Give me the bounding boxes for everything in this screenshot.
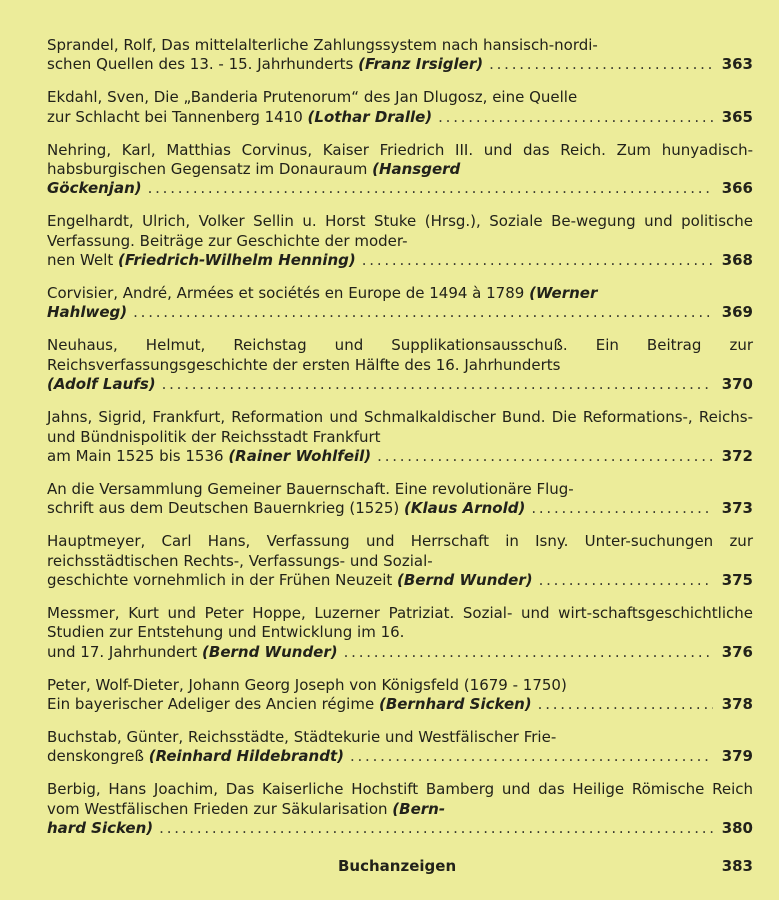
entry-text: Berbig, Hans Joachim, Das Kaiserliche Hochstift Bamberg und das Heilige Römische Reich vom Westfälischen Frieden zur Säkularisation (Bern- [47,780,753,818]
page-number: 379 [721,747,753,766]
entry-last-text [47,695,532,714]
entry-last-plain: geschichte vornehmlich in der Frühen Neuzeit [47,570,398,589]
entry-last-line [47,571,753,590]
entry-text: Sprandel, Rolf, Das mittelalterliche Zahlungssystem nach hansisch-nordi- [47,36,598,54]
toc-entry [47,36,753,75]
entry-text: Buchstab, Günter, Reichsstädte, Städtekurie und Westfälischer Frie- [47,727,557,746]
reviewer-name: (Rainer Wohlfeil) [228,446,372,465]
entry-last-line [47,819,753,838]
dot-leader [531,499,713,518]
entry-text: Hauptmeyer, Carl Hans, Verfassung und Herrschaft in Isny. Unter-suchungen zur reichsstädtischen Rechts-, Verfassungs- und Sozial- [47,532,753,570]
reviewer-name: (Bernd Wunder) [397,570,533,589]
toc-entry [47,88,753,127]
review-list [47,36,753,852]
reviewer-name: (Klaus Arnold) [404,499,526,518]
page-number: 368 [721,251,753,270]
reviewer-name: (Franz Irsigler) [358,55,484,74]
toc-entry [47,604,753,662]
entry-last-plain: nen Welt [47,251,119,270]
entry-last-plain: und 17. Jahrhundert [47,642,203,661]
entry-text: Messmer, Kurt und Peter Hoppe, Luzerner Patriziat. Sozial- und wirt-schaftsgeschichtliche Studien zur Entstehung und Entwicklung im 16. [47,603,753,642]
entry-last-plain: schen Quellen des 13. - 15. Jahrhunderts [47,55,359,74]
entry-last-line [47,499,753,518]
page-number: 372 [721,446,753,465]
entry-last-line [47,447,753,466]
entry-last-text [47,747,344,766]
dot-leader [148,179,713,198]
entry-text: Neuhaus, Helmut, Reichstag und Supplikationsausschuß. Ein Beitrag zur Reichsverfassungsgeschichte der ersten Hälfte des 16. Jahrhunderts [47,336,753,374]
toc-entry [47,480,753,519]
dot-leader [538,695,713,714]
page-number: 369 [721,303,753,322]
entry-last-text [47,447,371,466]
entry-last-line [47,251,753,270]
entry-text: Corvisier, André, Armées et sociétés en Europe de 1494 à 1789 (Werner [47,284,598,303]
entry-last-text [47,375,156,394]
footer-title: Buchanzeigen [338,857,457,875]
dot-leader [133,303,713,322]
entry-last-line [47,303,753,322]
reviewer-name: (Bernd Wunder) [202,642,338,661]
entry-text: Nehring, Karl, Matthias Corvinus, Kaiser Friedrich III. und das Reich. Zum hunyadisch-habsburgischen Gegensatz im Donauraum (Hansgerd [47,140,753,179]
entry-last-plain: zur Schlacht bei Tannenberg 1410 [47,107,308,126]
footer-page-number: 383 [721,857,753,875]
dot-leader [159,819,713,838]
entry-last-text [47,499,525,518]
reviewer-name: (Bernhard Sicken) [378,694,532,713]
entry-last-line [47,179,753,198]
reviewer-name: hard Sicken) [47,819,154,837]
entry-text: Jahns, Sigrid, Frankfurt, Reformation und Schmalkaldischer Bund. Die Reformations-, Reichs- und Bündnispolitik der Reichsstadt Frankfurt [47,408,753,446]
entry-last-plain: denskongreß [47,747,149,766]
toc-entry [47,212,753,270]
reviewer-name: (Lothar Dralle) [307,107,433,126]
entry-last-plain: am Main 1525 bis 1536 [47,446,229,465]
entry-text: Engelhardt, Ulrich, Volker Sellin u. Horst Stuke (Hrsg.), Soziale Be-wegung und politische Verfassung. Beiträge zur Geschichte der moder- [47,212,753,250]
toc-entry [47,336,753,394]
dot-leader [489,55,713,74]
entry-last-text [47,643,338,662]
toc-entry [47,676,753,715]
dot-leader [350,747,713,766]
entry-last-text [47,55,483,74]
entry-last-plain: Ein bayerischer Adeliger des Ancien régime [47,694,379,713]
reviewer-name: (Reinhard Hildebrandt) [148,747,344,766]
entry-last-text [47,179,142,198]
entry-last-plain: schrift aus dem Deutschen Bauernkrieg (1525) [47,499,405,518]
dot-leader [344,643,713,662]
dot-leader [162,375,713,394]
dot-leader [539,571,713,590]
dot-leader [362,251,713,270]
reviewer-name: Göckenjan) [47,179,142,198]
page-number: 378 [721,694,753,713]
entry-last-text [47,571,533,590]
entry-last-line [47,695,753,714]
entry-last-text [47,819,153,838]
page-number: 370 [721,375,753,394]
page-number: 366 [721,179,753,198]
entry-text: An die Versammlung Gemeiner Bauernschaft. Eine revolutionäre Flug- [47,479,574,498]
entry-last-line [47,643,753,662]
page-number: 376 [721,642,753,661]
page-number: 363 [721,55,753,74]
toc-entry [47,780,753,838]
toc-entry [47,408,753,466]
page-number: 380 [721,819,753,837]
reviewer-name: (Friedrich-Wilhelm Henning) [118,251,356,270]
page-number: 375 [721,570,753,589]
toc-entry [47,532,753,590]
reviewer-name: (Adolf Laufs) [47,375,156,394]
page-number: 373 [721,499,753,518]
entry-last-line [47,375,753,394]
entry-last-text [47,303,127,322]
entry-text: Peter, Wolf-Dieter, Johann Georg Joseph von Königsfeld (1679 - 1750) [47,675,567,694]
entry-last-line [47,55,753,74]
toc-entry [47,284,753,323]
entry-last-line [47,108,753,127]
entry-last-text [47,108,432,127]
dot-leader [377,447,713,466]
page-number: 365 [721,107,753,126]
entry-text: Ekdahl, Sven, Die „Banderia Prutenorum“ des Jan Dlugosz, eine Quelle [47,88,578,107]
reviewer-name: Hahlweg) [47,303,128,322]
entry-last-line [47,747,753,766]
toc-entry [47,141,753,199]
toc-entry [47,728,753,767]
entry-last-text [47,251,356,270]
dot-leader [438,108,713,127]
